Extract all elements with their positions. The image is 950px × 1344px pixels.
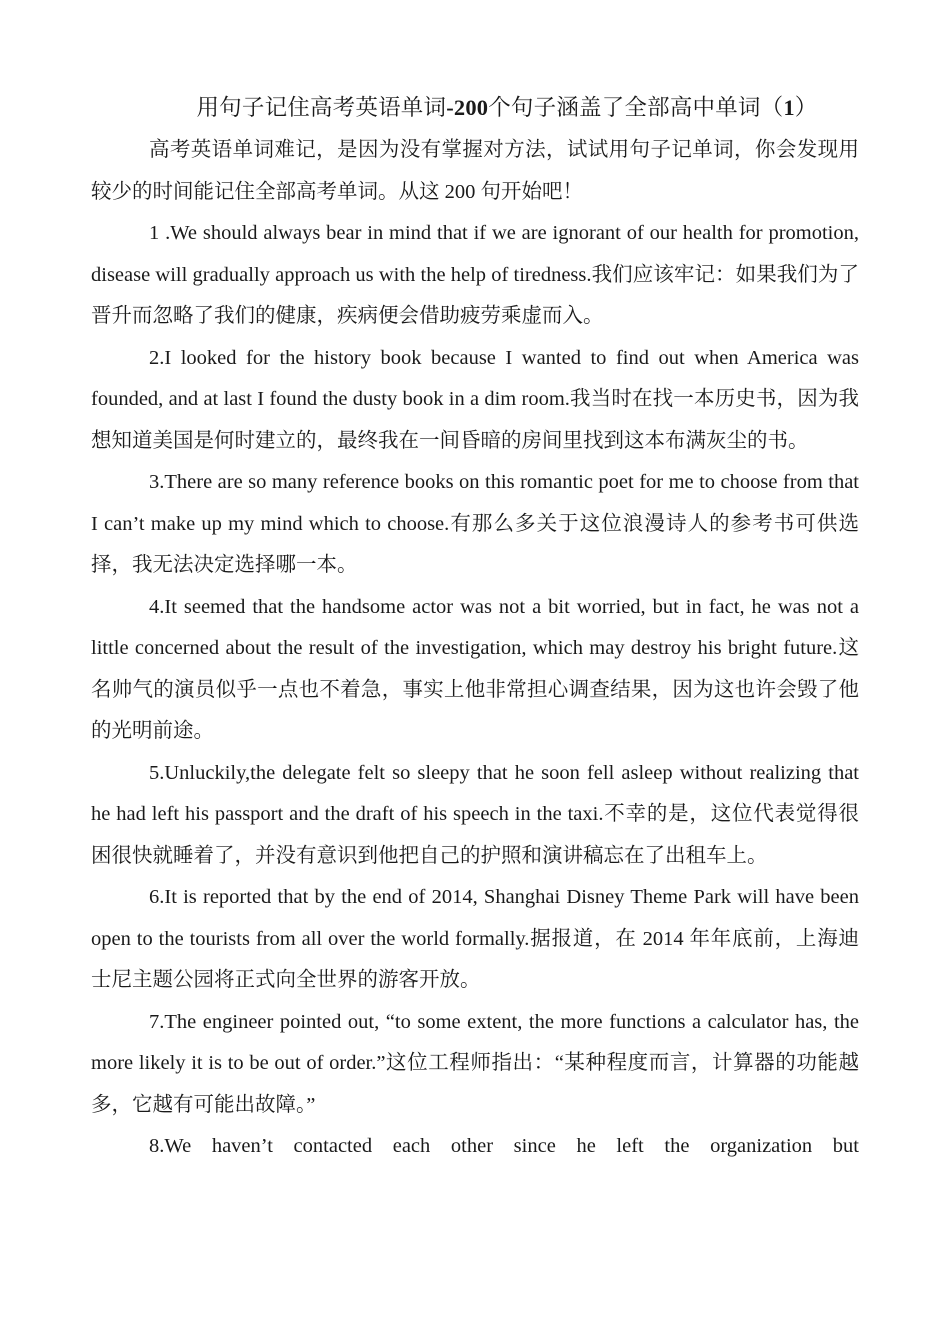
- sentence-6: 6.It is reported that by the end of 2014, Shanghai Disney Theme Park will have been open to the tourists from all over the world formally.据报道，在 2014 年年底前，上海迪士尼主题公园将正式向全世界的游客开放。: [91, 886, 859, 991]
- intro-paragraph: 高考英语单词难记，是因为没有掌握对方法，试试用句子记单词，你会发现用较少的时间能记住全部高考单词。从这 200 句开始吧！: [91, 139, 859, 203]
- title-part-a: 用句子记住高考英语单词: [196, 95, 447, 120]
- sentence-3: 3.There are so many reference books on this romantic poet for me to choose from that I can’t make up my mind which to choose.有那么多关于这位浪漫诗人的参考书可供选择，我无法决定选择哪一本。: [91, 471, 859, 576]
- title-part-c: 个句子涵盖了全部高中单词（: [488, 95, 784, 120]
- document-title: [155, 86, 859, 130]
- title-part-d: 1: [783, 95, 795, 120]
- sentence-1: 1 .We should always bear in mind that if we are ignorant of our health for promotion, disease will gradually approach us with the help of tiredness.我们应该牢记：如果我们为了晋升而忽略了我们的健康，疾病便会借助疲劳乘虚而入。: [91, 222, 859, 327]
- sentence-2: 2.I looked for the history book because I wanted to find out when America was founded, and at last I found the dusty book in a dim room.我当时在找一本历史书，因为我想知道美国是何时建立的，最终我在一间昏暗的房间里找到这本布满灰尘的书。: [91, 346, 859, 452]
- sentence-8: 8.We haven’t contacted each other since he left the organization but: [149, 1135, 859, 1157]
- document-page: [91, 86, 859, 1168]
- sentence-4: 4.It seemed that the handsome actor was not a bit worried, but in fact, he was not a little concerned about the result of the investigation, which may destroy his bright future.这名帅气的演员似乎一点也不着急，事实上他非常担心调查结果，因为这也许会毁了他的光明前途。: [91, 595, 859, 742]
- title-part-e: ）: [794, 95, 818, 120]
- title-part-b: -200: [446, 95, 489, 120]
- sentence-5: 5.Unluckily,the delegate felt so sleepy that he soon fell asleep without realizing that he had left his passport and the draft of his speech in the taxi.不幸的是，这位代表觉得很困很快就睡着了，并没有意识到他把自己的护照和演讲稿忘在了出租车上。: [91, 761, 859, 867]
- sentence-7: 7.The engineer pointed out, “to some extent, the more functions a calculator has, the more likely it is to be out of order.”这位工程师指出：“某种程度而言，计算器的功能越多，它越有可能出故障。”: [91, 1010, 859, 1116]
